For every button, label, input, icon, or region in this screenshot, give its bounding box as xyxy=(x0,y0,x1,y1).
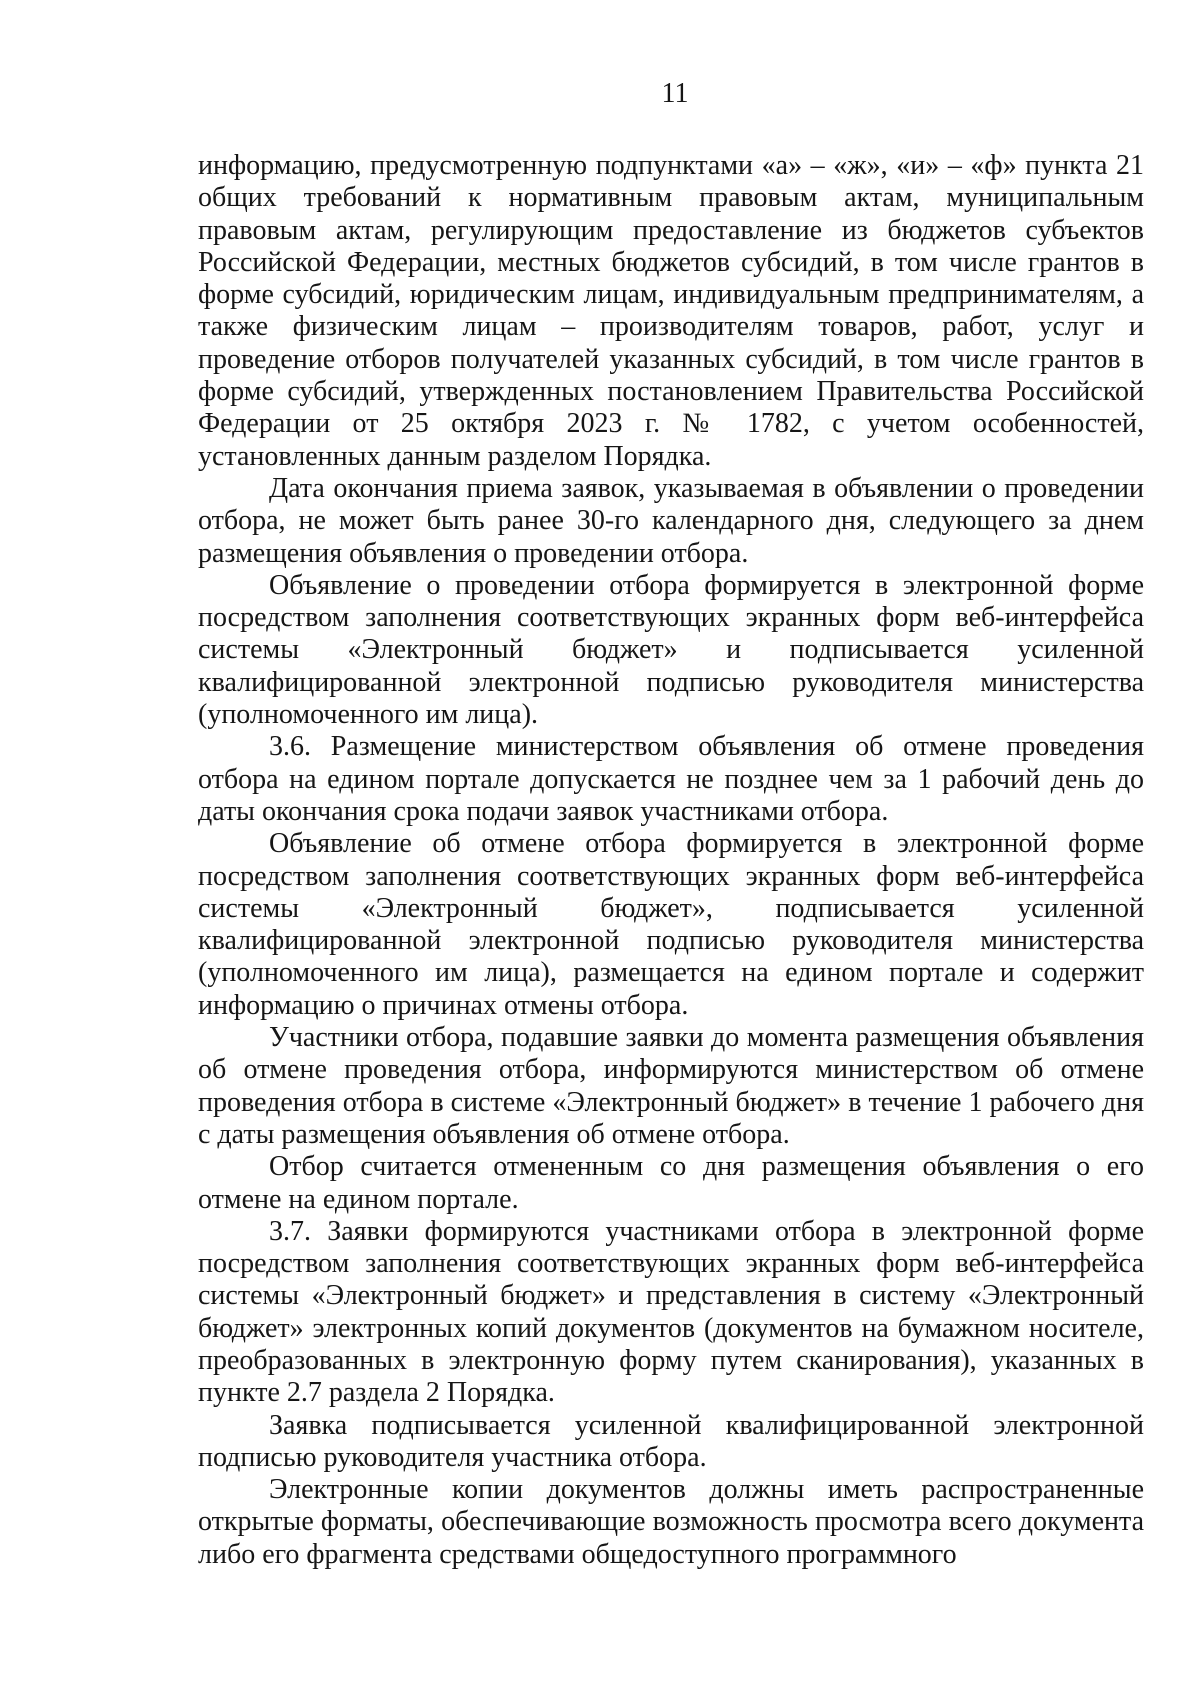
paragraph-section-3-6: 3.6. Размещение министерством объявления об отмене проведения отбора на едином портале допускается не позднее чем за 1 рабочий день до даты окончания срока подачи заявок участниками отбора. xyxy=(198,731,1144,827)
paragraph-announcement-form: Объявление о проведении отбора формируется в электронной форме посредством заполнения соответствующих экранных форм веб-интерфейса системы «Электронный бюджет» и подписывается усиленной квалифицированной электронной подписью руководителя министерства (уполномоченного им лица). xyxy=(198,569,1144,731)
paragraph-participants-notice: Участники отбора, подавшие заявки до момента размещения объявления об отмене проведения отбора, информируются министерством об отмене проведения отбора в системе «Электронный бюджет» в течение 1 рабочего дня с даты размещения объявления об отмене отбора. xyxy=(198,1022,1144,1150)
paragraph-section-3-7: 3.7. Заявки формируются участниками отбора в электронной форме посредством заполнения соответствующих экранных форм веб-интерфейса системы «Электронный бюджет» и представления в систему «Электронный бюджет» электронных копий документов (документов на бумажном носителе, преобразованных в электронную форму путем сканирования), указанных в пункте 2.7 раздела 2 Порядка. xyxy=(198,1215,1144,1409)
paragraph-cancelled: Отбор считается отмененным со дня размещения объявления о его отмене на едином портале. xyxy=(198,1151,1144,1215)
paragraph-electronic-copies: Электронные копии документов должны иметь распространенные открытые форматы, обеспечивающие возможность просмотра всего документа либо его фрагмента средствами общедоступного программного xyxy=(198,1474,1144,1570)
paragraph-deadline: Дата окончания приема заявок, указываемая в объявлении о проведении отбора, не может быть ранее 30-го календарного дня, следующего за днем размещения объявления о проведении отбора. xyxy=(198,472,1144,569)
paragraph-application-signature: Заявка подписывается усиленной квалифицированной электронной подписью руководителя участника отбора. xyxy=(198,1409,1144,1473)
document-body xyxy=(198,150,1144,1571)
paragraph-continuation: информацию, предусмотренную подпунктами «а» – «ж», «и» – «ф» пункта 21 общих требований к нормативным правовым актам, муниципальным правовым актам, регулирующим предоставление из бюджетов субъектов Российской Федерации, местных бюджетов субсидий, в том числе грантов в форме субсидий, юридическим лицам, индивидуальным предпринимателям, а также физическим лицам – производителям товаров, работ, услуг и проведение отборов получателей указанных субсидий, в том числе грантов в форме субсидий, утвержденных постановлением Правительства Российской Федерации от 25 октября 2023 г. № 1782, с учетом особенностей, установленных данным разделом Порядка. xyxy=(198,150,1144,472)
page-number: 11 xyxy=(661,78,689,109)
paragraph-cancellation-form: Объявление об отмене отбора формируется в электронной форме посредством заполнения соответствующих экранных форм веб-интерфейса системы «Электронный бюджет», подписывается усиленной квалифицированной электронной подписью руководителя министерства (уполномоченного им лица), размещается на едином портале и содержит информацию о причинах отмены отбора. xyxy=(198,828,1144,1021)
